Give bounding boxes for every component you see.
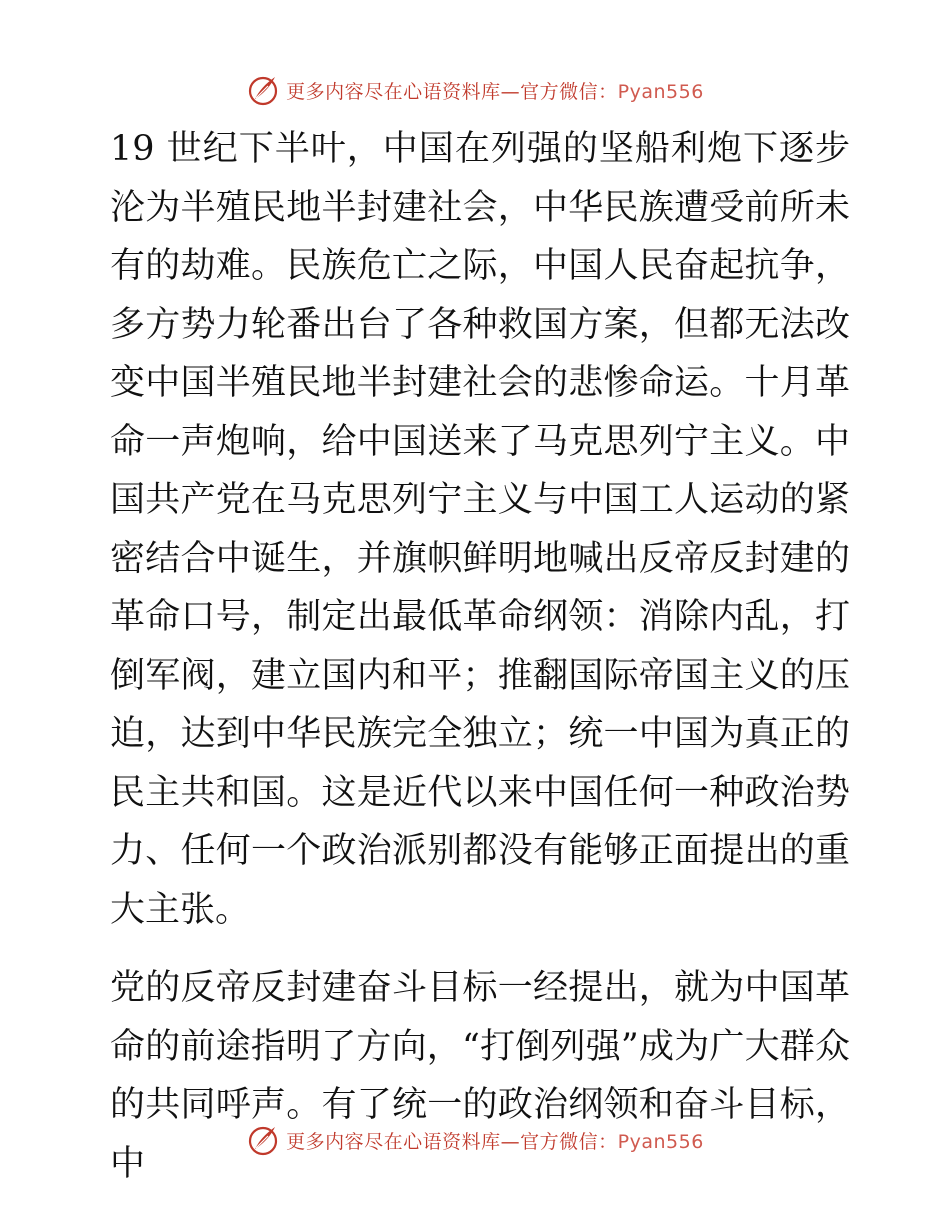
quill-logo-icon xyxy=(246,1123,280,1157)
watermark-header xyxy=(0,70,950,110)
quill-logo-icon xyxy=(246,73,280,107)
watermark-footer xyxy=(0,1120,950,1160)
wechat-id: Pyan556 xyxy=(617,80,704,103)
paragraph-2: 党的反帝反封建奋斗目标一经提出，就为中国革命的前途指明了方向，“打倒列强”成为广大群众的共同呼声。有了统一的政治纲领和奋斗目标，中 xyxy=(110,968,850,1184)
paragraph-1: 19 世纪下半叶，中国在列强的坚船利炮下逐步沦为半殖民地半封建社会，中华民族遭受前所未有的劫难。民族危亡之际，中国人民奋起抗争，多方势力轮番出台了各种救国方案，但都无法改变中国半殖民地半封建社会的悲惨命运。十月革命一声炮响，给中国送来了马克思列宁主义。中国共产党在马克思列宁主义与中国工人运动的紧密结合中诞生，并旗帜鲜明地喊出反帝反封建的革命口号，制定出最低革命纲领：消除内乱，打倒军阀，建立国内和平；推翻国际帝国主义的压迫，达到中华民族完全独立；统一中国为真正的民主共和国。这是近代以来中国任何一种政治势力、任何一个政治派别都没有能够正面提出的重大主张。 xyxy=(110,129,850,930)
wechat-id: Pyan556 xyxy=(617,1130,704,1153)
watermark-text: 更多内容尽在心语资料库—官方微信：Pyan556 xyxy=(286,80,704,103)
document-body xyxy=(100,120,850,1193)
watermark-text: 更多内容尽在心语资料库—官方微信：Pyan556 xyxy=(286,1130,704,1153)
